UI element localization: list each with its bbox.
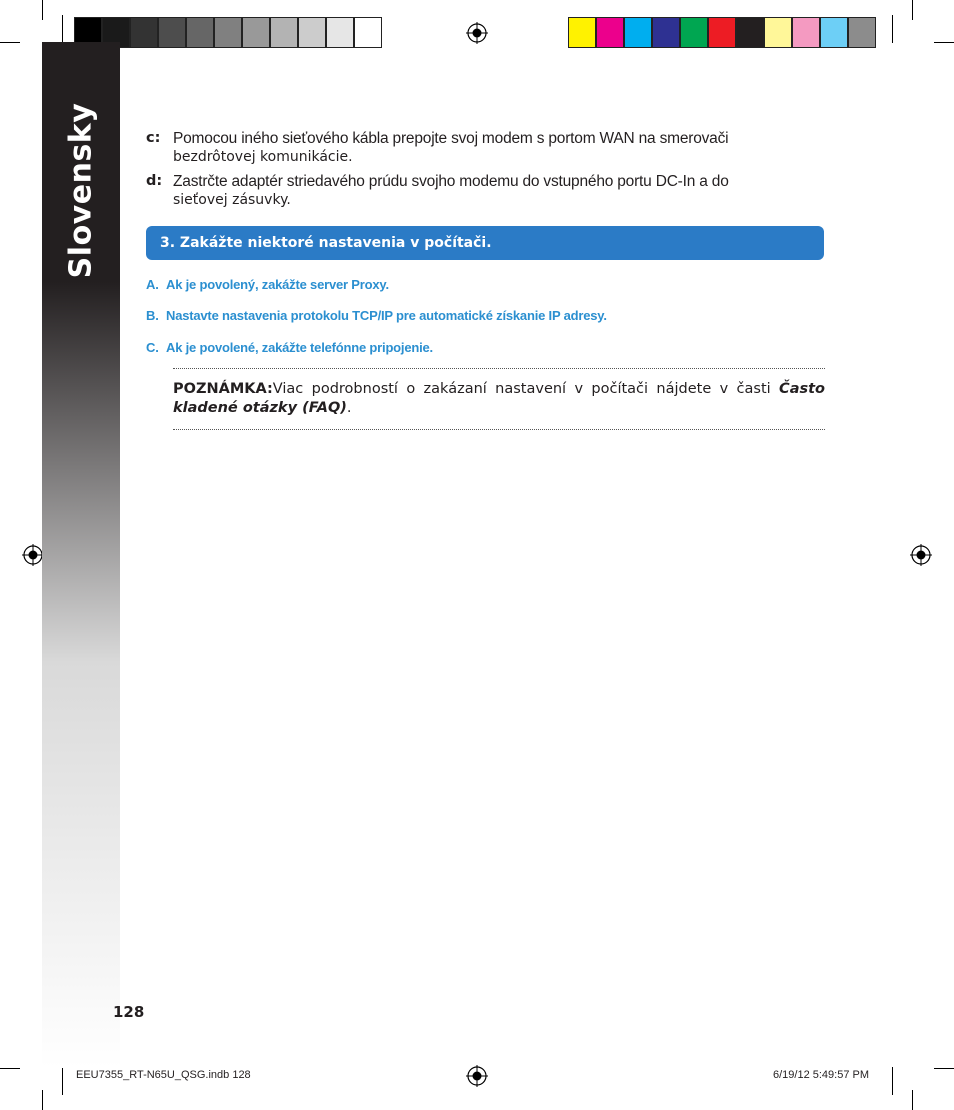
- list-marker: C.: [146, 340, 159, 355]
- color-swatch: [848, 17, 876, 48]
- color-swatch: [736, 17, 764, 48]
- step-c: [146, 129, 826, 167]
- page-number: 128: [113, 1003, 145, 1021]
- color-swatch: [652, 17, 680, 48]
- list-item: [146, 277, 389, 292]
- list-item: [146, 340, 433, 355]
- color-swatch: [354, 17, 382, 48]
- registration-mark-icon: [22, 544, 44, 566]
- list-item-text: Nastavte nastavenia protokolu TCP/IP pre automatické získanie IP adresy.: [166, 308, 607, 323]
- color-swatch: [624, 17, 652, 48]
- color-swatch: [130, 17, 158, 48]
- crop-mark: [0, 42, 20, 43]
- list-item-text: Ak je povolený, zakážte server Proxy.: [166, 277, 389, 292]
- crop-mark: [934, 42, 954, 43]
- note-box: [173, 380, 825, 418]
- note-reference: Často kladené otázky (FAQ): [173, 381, 825, 416]
- note-text: Viac podrobností o zakázaní nastavení v počítači nájdete v časti: [272, 381, 780, 397]
- color-swatch: [820, 17, 848, 48]
- note-divider-top: [173, 368, 825, 369]
- color-swatch: [568, 17, 596, 48]
- list-marker: A.: [146, 277, 159, 292]
- step-letter: c:: [146, 130, 161, 146]
- crop-mark: [892, 15, 893, 43]
- step-letter: d:: [146, 173, 163, 189]
- color-swatch: [242, 17, 270, 48]
- footer-file-info: EEU7355_RT-N65U_QSG.indb 128: [76, 1069, 251, 1081]
- color-swatch: [298, 17, 326, 48]
- crop-mark: [912, 0, 913, 20]
- color-swatch: [270, 17, 298, 48]
- registration-mark-icon: [466, 22, 488, 44]
- step-text-line: sieťovej zásuvky.: [173, 192, 291, 208]
- color-swatch: [158, 17, 186, 48]
- note-divider-bottom: [173, 429, 825, 430]
- color-swatch: [186, 17, 214, 48]
- process-color-bar: [568, 17, 876, 48]
- crop-mark: [42, 0, 43, 20]
- list-item-text: Ak je povolené, zakážte telefónne pripojenie.: [166, 340, 433, 355]
- crop-mark: [42, 1090, 43, 1110]
- crop-mark: [62, 1067, 63, 1095]
- step-text-line: Pomocou iného sieťového kábla prepojte svoj modem s portom WAN na smerovači: [173, 130, 729, 147]
- crop-mark: [892, 1067, 893, 1095]
- language-tab: [42, 102, 120, 278]
- crop-mark: [912, 1090, 913, 1110]
- section-heading: 3. Zakážte niektoré nastavenia v počítači.: [146, 226, 824, 260]
- note-end: .: [346, 400, 352, 416]
- list-marker: B.: [146, 308, 159, 323]
- color-swatch: [596, 17, 624, 48]
- crop-mark: [0, 1068, 20, 1069]
- step-text-line: bezdrôtovej komunikácie.: [173, 149, 353, 165]
- footer-timestamp: 6/19/12 5:49:57 PM: [773, 1069, 870, 1081]
- crop-mark: [62, 15, 63, 43]
- registration-mark-icon: [466, 1065, 488, 1087]
- registration-mark-icon: [910, 544, 932, 566]
- crop-mark: [934, 1068, 954, 1069]
- color-swatch: [764, 17, 792, 48]
- list-item: [146, 308, 607, 323]
- step-d: [146, 172, 826, 210]
- gray-color-bar: [74, 17, 382, 48]
- color-swatch: [214, 17, 242, 48]
- step-text-line: Zastrčte adaptér striedavého prúdu svojho modemu do vstupného portu DC-In a do: [173, 173, 729, 190]
- note-label: POZNÁMKA:: [173, 381, 273, 397]
- color-swatch: [792, 17, 820, 48]
- color-swatch: [326, 17, 354, 48]
- color-swatch: [708, 17, 736, 48]
- language-label: Slovensky: [63, 102, 99, 278]
- color-swatch: [680, 17, 708, 48]
